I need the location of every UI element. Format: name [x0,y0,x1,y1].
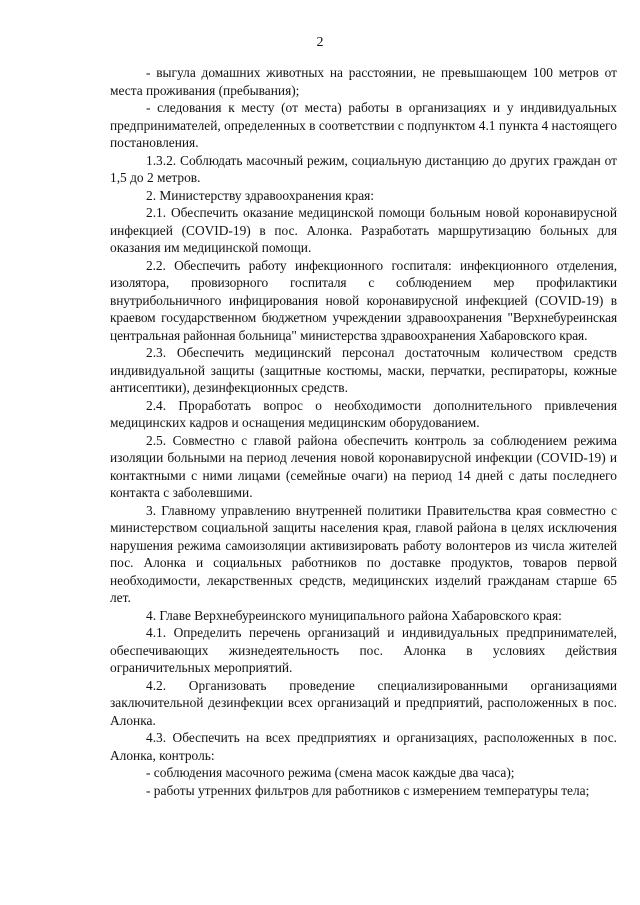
paragraph-2-heading: 2. Министерству здравоохранения края: [146,187,375,203]
paragraph-4-2: 4.2. Организовать проведение специализированными организациями заключительной дезинфекции всех организаций и предприятий, расположенных в пос. Алонка. [110,677,617,728]
paragraph-morning-filters: - работы утренних фильтров для работников с измерением температуры тела; [146,782,590,798]
paragraph-4-1: 4.1. Определить перечень организаций и индивидуальных предпринимателей, обеспечивающих жизнедеятельность пос. Алонка в условиях действия ограничительных мероприятий. [110,625,617,675]
paragraph-4-heading: 4. Главе Верхнебуреинского муниципального района Хабаровского края: [146,607,562,623]
document-body [110,64,617,799]
paragraph-1-3-2: 1.3.2. Соблюдать масочный режим, социальную дистанцию до других граждан от 1,5 до 2 метров. [110,152,617,185]
paragraph-mask-regime: - соблюдения масочного режима (смена масок каждые два часа); [146,765,515,780]
paragraph-pet-walking: - выгула домашних животных на расстоянии, не превышающем 100 метров от места проживания (пребывания); [110,65,617,98]
paragraph-4-3: 4.3. Обеспечить на всех предприятиях и организациях, расположенных в пос. Алонка, контроль: [110,730,617,763]
paragraph-3: 3. Главному управлению внутренней политики Правительства края совместно с министерством социальной защиты населения края, главой района в целях исключения нарушения режима самоизоляции активизировать работу волонтеров из числа жителей пос. Алонка и социальных работников по доставке продуктов, товаров первой необходимости, лекарственных средств, медицинских изделий гражданам старше 65 лет. [110,502,617,605]
page-number: 2 [316,35,324,50]
paragraph-2-2: 2.2. Обеспечить работу инфекционного госпиталя: инфекционного отделения, изолятора, провизорного госпиталя с соблюдением мер профилактики внутрибольничного инфицирования новой коронавирусной инфекцией (COVID-19) в краевом государственном бюджетном учреждении здравоохранения "Верхнебуреинская центральная районная больница" министерства здравоохранения Хабаровского края. [110,257,617,343]
paragraph-2-4: 2.4. Проработать вопрос о необходимости дополнительного привлечения медицинских кадров и оснащения медицинским оборудованием. [110,397,617,430]
paragraph-2-3: 2.3. Обеспечить медицинский персонал достаточным количеством средств индивидуальной защиты (защитные костюмы, маски, перчатки, респираторы, кожные антисептики), дезинфекционных средств. [110,345,617,395]
paragraph-2-5: 2.5. Совместно с главой района обеспечить контроль за соблюдением режима изоляции больными на период лечения новой коронавирусной инфекции (COVID-19) и контактными с ними лицами (семейные очаги) на период 14 дней с даты последнего контакта с заболевшими. [110,432,617,500]
paragraph-2-1: 2.1. Обеспечить оказание медицинской помощи больным новой коронавирусной инфекцией (COVID-19) в пос. Алонка. Разработать маршрутизацию больных для оказания им медицинской помощи. [110,205,617,255]
paragraph-commute-to-work: - следования к месту (от места) работы в организациях и у индивидуальных предпринимателей, определенных в соответствии с подпунктом 4.1 пункта 4 настоящего постановления. [110,100,617,150]
